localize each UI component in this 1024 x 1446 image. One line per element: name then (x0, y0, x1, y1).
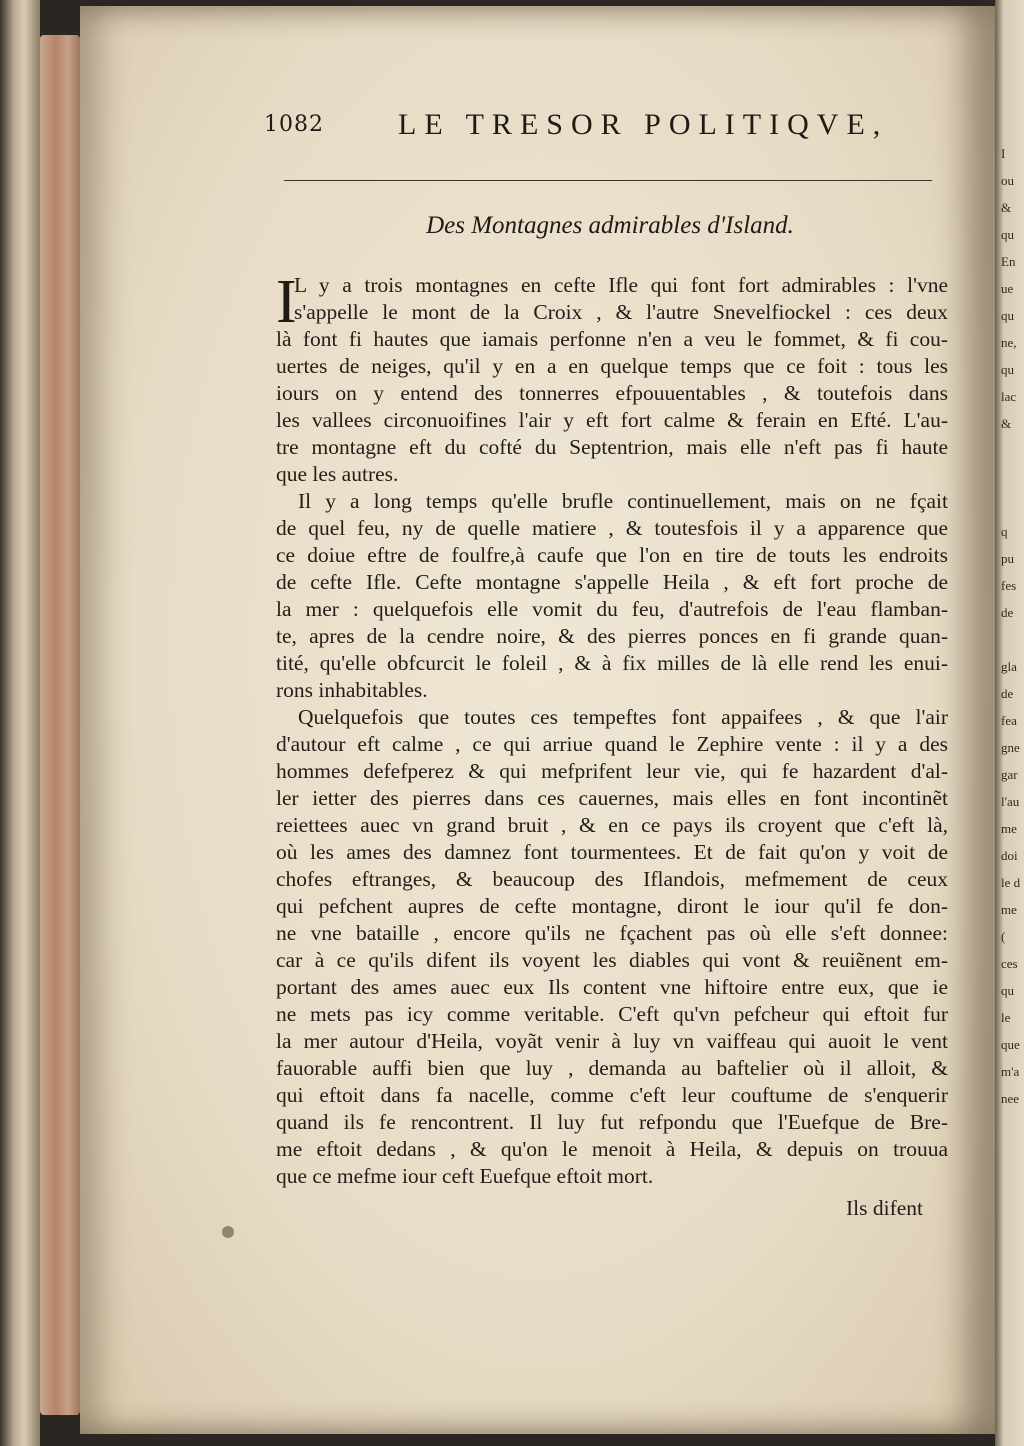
margin-fragment: qu (1001, 227, 1014, 242)
margin-fragment: l'au (1001, 794, 1020, 809)
margin-fragment: lac (1001, 389, 1017, 404)
margin-fragment: gar (1001, 767, 1018, 782)
text-line: quand ils fe rencontrent. Il luy fut refpondu que l'Euefque de Bre- (276, 1110, 948, 1134)
margin-fragment: & (1001, 416, 1012, 431)
text-line: te, apres de la cendre noire, & des pierres ponces en fi grande quan- (276, 624, 948, 648)
book-spine (0, 0, 40, 1446)
text-line: fauorable auffi bien que luy , demanda au baftelier où il alloit, & (276, 1056, 948, 1080)
text-line: tité, qu'elle obfcurcit le foleil , & à fix milles de là elle rend les enui- (276, 651, 948, 675)
text-line: qui eftoit dans fa nacelle, comme c'eft leur couftume de s'enquerir (276, 1083, 948, 1107)
text-line: ler ietter des pierres dans ces cauernes, mais elles en font incontinẽt (276, 786, 948, 810)
text-line: chofes eftranges, & beaucoup des Iflandois, mefmement de ceux (276, 867, 948, 891)
margin-fragment: gla (1001, 659, 1017, 674)
text-line: uertes de neiges, qu'il y en a en quelque temps que ce foit : tous les (276, 354, 948, 378)
margin-fragment: de (1001, 686, 1014, 701)
margin-fragment: de (1001, 605, 1014, 620)
text-line: où les ames des damnez font tourmentees. Et de fait qu'on y voit de (276, 840, 948, 864)
margin-fragment: qu (1001, 362, 1014, 377)
drop-cap: I (276, 268, 297, 336)
margin-fragment (1001, 464, 1024, 491)
section-title: Des Montagnes admirables d'Island. (426, 212, 794, 239)
text-line: qui pefchent aupres de cefte montagne, diront le iour qu'il fe don- (276, 894, 948, 918)
text-line: d'autour eft calme , ce qui arriue quand le Zephire vente : il y a des (276, 732, 948, 756)
margin-fragment: I (1001, 146, 1006, 161)
margin-fragment: pu (1001, 551, 1014, 566)
header-rule (284, 180, 932, 181)
margin-fragment: me (1001, 821, 1017, 836)
margin-fragment: ou (1001, 173, 1014, 188)
margin-fragment: me (1001, 902, 1017, 917)
body-text (276, 268, 948, 1190)
margin-fragment: doi (1001, 848, 1018, 863)
catchword: Ils difent (846, 1196, 924, 1220)
text-line: que ce mefme iour ceft Euefque eftoit mort. (276, 1164, 654, 1188)
margin-fragment: m'a (1001, 1064, 1020, 1079)
margin-fragment: En (1001, 254, 1016, 269)
margin-fragment (1001, 491, 1024, 518)
text-line: ne mets pas icy comme veritable. C'eft qu'vn pefcheur qui eftoit fur (276, 1002, 948, 1026)
ink-blot (222, 1226, 234, 1238)
text-line: la mer autour d'Heila, voyãt venir à luy vn vaiffeau qui auoit le vent (276, 1029, 948, 1053)
margin-fragment: nee (1001, 1091, 1020, 1106)
text-line: hommes defefperez & qui mefprifent leur vie, qui fe hazardent d'al- (276, 759, 948, 783)
page-edges (40, 35, 80, 1415)
margin-fragment: ( (1001, 929, 1006, 944)
text-line: rons inhabitables. (276, 678, 428, 702)
margin-fragment (1001, 437, 1024, 464)
page-number: 1082 (264, 112, 324, 137)
margin-fragment: fes (1001, 578, 1017, 593)
text-line: L y a trois montagnes en cefte Ifle qui font fort admirables : l'vne (294, 273, 948, 297)
text-line: ne vne bataille , encore qu'ils ne fçachent pas où elle s'eft donnee: (276, 921, 948, 945)
text-line: iours on y entend des tonnerres efpouuentables , & toutefois dans (276, 381, 948, 405)
margin-fragment: que (1001, 1037, 1020, 1052)
margin-fragment: q (1001, 524, 1008, 539)
margin-fragment: qu (1001, 308, 1014, 323)
text-line: Quelquefois que toutes ces tempeftes font appaifees , & que l'air (298, 705, 948, 729)
text-line: portant des ames auec eux Ils content vne hiftoire entre eux, que ie (276, 975, 948, 999)
margin-fragment: le d (1001, 875, 1021, 890)
text-line: les vallees circonuoifines l'air y eft fort calme & ferain en Efté. L'au- (276, 408, 948, 432)
next-page-strip (995, 0, 1024, 1446)
text-line: de cefte Ifle. Cefte montagne s'appelle Heila , & eft fort proche de (276, 570, 948, 594)
running-head: LE TRESOR POLITIQVE, (398, 108, 889, 141)
margin-fragment: fea (1001, 713, 1017, 728)
text-line: de quel feu, ny de quelle matiere , & toutesfois il y a apparence que (276, 516, 948, 540)
text-line: tre montagne eft du cofté du Septentrion, mais elle n'eft pas fi haute (276, 435, 948, 459)
margin-fragment: ces (1001, 956, 1018, 971)
margin-fragment (1001, 626, 1024, 653)
margin-fragment: qu (1001, 983, 1014, 998)
margin-fragment: gne (1001, 740, 1020, 755)
text-line: que les autres. (276, 462, 399, 486)
text-line: ce doiue eftre de foulfre,à caufe que l'on en tire de touts les endroits (276, 543, 948, 567)
next-page-fragments (1001, 140, 1024, 1112)
text-line: Il y a long temps qu'elle brufle continuellement, mais on ne fçait (298, 489, 948, 513)
margin-fragment: ue (1001, 281, 1014, 296)
text-line: là font fi hautes que iamais perfonne n'en a veu le fommet, & fi cou- (276, 327, 948, 351)
text-line: me eftoit dedans , & qu'on le menoit à Heila, & depuis on trouua (276, 1137, 948, 1161)
text-line: la mer : quelquefois elle vomit du feu, d'autrefois de l'eau flamban- (276, 597, 948, 621)
text-line: car à ce qu'ils difent ils voyent les diables qui vont & reuiẽnent em- (276, 948, 948, 972)
margin-fragment: ne, (1001, 335, 1017, 350)
text-line: s'appelle le mont de la Croix , & l'autre Snevelfiockel : ces deux (294, 300, 948, 324)
margin-fragment: & (1001, 200, 1012, 215)
text-line: reiettees auec vn grand bruit , & en ce pays ils croyent que c'eft là, (276, 813, 948, 837)
margin-fragment: le (1001, 1010, 1011, 1025)
